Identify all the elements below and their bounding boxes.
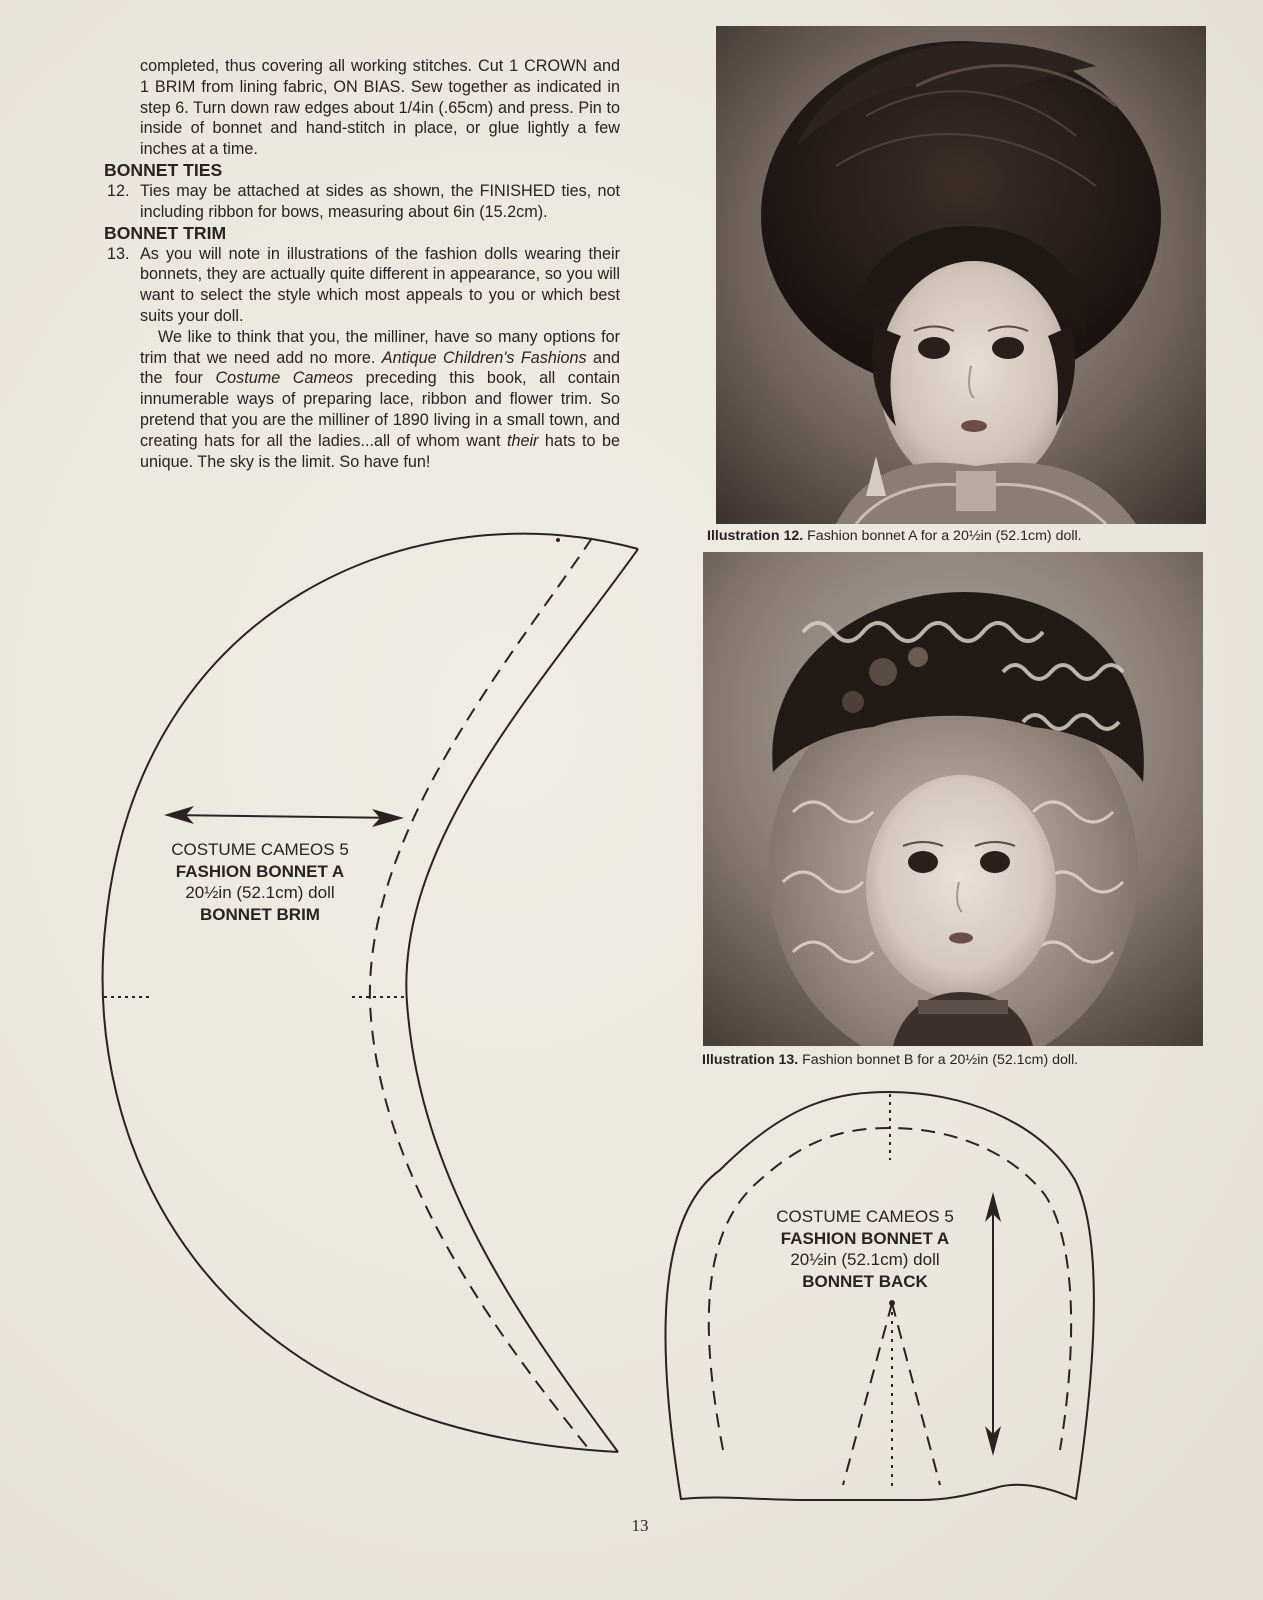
brim-pattern-label: [130, 839, 390, 925]
trim-text-2: and the four: [140, 348, 620, 388]
trim-text-3: preceding this book, all contain innumerable ways of preparing lace, ribbon and flower trim. So pretend that you are the milliner of 1890 living in a small town, and creating hats for all the ladies...all of whom want: [140, 369, 620, 450]
brim-dot-top: [556, 538, 560, 542]
brim-grainline: [168, 815, 400, 818]
book-title-costume-cameos: Costume Cameos: [215, 369, 354, 388]
back-outline: [665, 1092, 1093, 1500]
brim-label-size: 20½in (52.1cm) doll: [185, 883, 335, 902]
back-pattern-label: [745, 1206, 985, 1292]
back-label-title: FASHION BONNET A: [780, 1228, 950, 1248]
back-dart-dot: [889, 1300, 895, 1306]
trim-text-1: We like to think that you, the milliner, have so many options for trim that we need add no more.: [140, 327, 620, 367]
heading-bonnet-ties: BONNET TIES: [104, 159, 223, 180]
back-dart-right: [892, 1303, 940, 1485]
brim-inner-edge: [406, 549, 638, 1452]
brim-label-series: COSTUME CAMEOS 5: [171, 840, 349, 859]
back-label-size: 20½in (52.1cm) doll: [790, 1250, 940, 1269]
trim-text-4: hats to be unique. The sky is the limit. So have fun!: [140, 431, 620, 471]
back-label-series: COSTUME CAMEOS 5: [776, 1207, 954, 1226]
brim-label-piece: BONNET BRIM: [200, 904, 320, 924]
step-13-number: 13.: [107, 244, 130, 263]
caption-13-label: Illustration 13.: [702, 1052, 799, 1068]
caption-12-text: Fashion bonnet A for a 20½in (52.1cm) doll.: [807, 528, 1082, 544]
book-title-antique-childrens-fashions: Antique Children's Fashions: [381, 348, 587, 367]
step-13-text: As you will note in illustrations of the fashion dolls wearing their bonnets, they are actually quite different in appearance, so you will want to select the style which most appeals to you or which best suits your doll.: [140, 244, 620, 325]
emphasis-their: their: [506, 431, 539, 450]
step-12-text: Ties may be attached at sides as shown, the FINISHED ties, not including ribbon for bows, measuring about 6in (15.2cm).: [140, 181, 620, 221]
brim-seam-line: [370, 538, 592, 1448]
heading-bonnet-trim: BONNET TRIM: [104, 222, 227, 243]
back-dart-left: [843, 1303, 892, 1485]
back-label-piece: BONNET BACK: [802, 1271, 928, 1291]
step-12-number: 12.: [107, 181, 130, 200]
caption-12-label: Illustration 12.: [707, 528, 804, 544]
intro-paragraph: completed, thus covering all working stitches. Cut 1 CROWN and 1 BRIM from lining fabric, ON BIAS. Sew together as indicated in step 6. Turn down raw edges about 1/4in (.65cm) and press. Pin to inside of bonnet and hand-stitch in place, or glue lightly a few inches at a time.: [140, 57, 620, 159]
caption-13-text: Fashion bonnet B for a 20½in (52.1cm) doll.: [802, 1052, 1079, 1068]
brim-label-title: FASHION BONNET A: [175, 861, 345, 881]
page-number: 13: [631, 1516, 649, 1535]
